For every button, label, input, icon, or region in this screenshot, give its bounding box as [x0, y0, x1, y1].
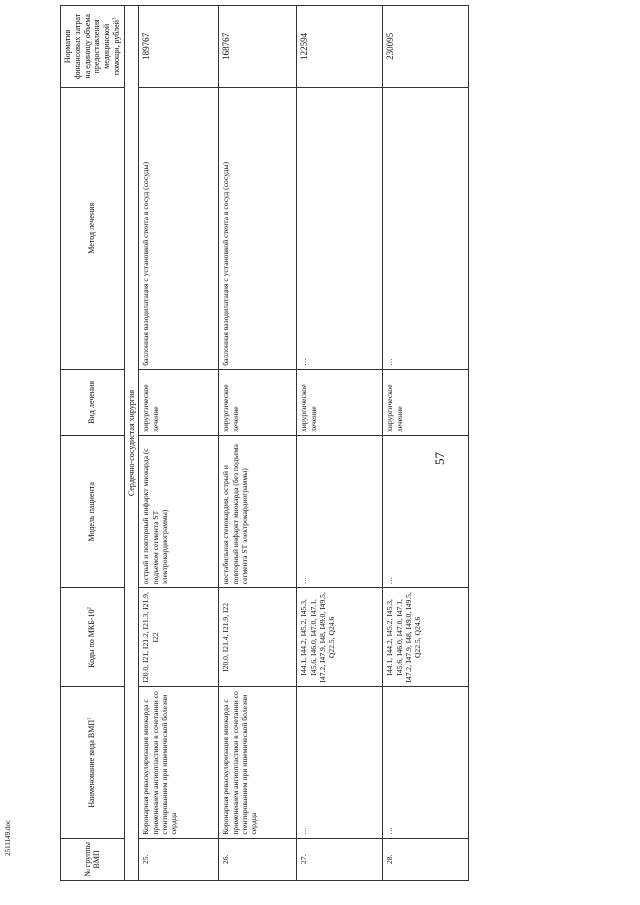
header-cost: [61, 6, 125, 88]
row-name: Коронарная реваскуляризация миокарда с применением ангиопластики в сочетании со стентированием при ишемической болезни сердца: [219, 687, 297, 838]
header-model-text: Модель пациента: [87, 482, 97, 542]
page-number: 57: [432, 452, 447, 465]
header-codes: [61, 588, 125, 687]
header-model: [61, 436, 125, 588]
table-row: [139, 6, 219, 881]
header-codes-footnote: 2: [87, 607, 93, 610]
header-method: [61, 87, 125, 369]
row-cost: 230095: [383, 6, 469, 88]
row-name: …: [383, 687, 469, 838]
row-cost: 122594: [297, 6, 383, 88]
row-kind: хирургическое лечение: [219, 369, 297, 435]
document-code: 2511149.doc: [4, 820, 12, 856]
row-model: …: [383, 436, 469, 588]
row-method: баллонная вазодилатация с установкой стента в сосуд (сосуды): [139, 87, 219, 369]
row-num: 26.: [219, 838, 297, 880]
row-codes: I44.1, I44.2, I45.2, I45.3, I45.6, I46.0, I47.0, I47.1, I47.2, I47.9, I48, I49.0, I49.5, Q22.5, Q24.6: [383, 588, 469, 687]
row-kind: хирургическое лечение: [383, 369, 469, 435]
row-num: 27.: [297, 838, 383, 880]
header-kind-text: Вид лечения: [87, 380, 97, 424]
section-row: [124, 6, 139, 881]
row-method: …: [297, 87, 383, 369]
row-num: 28.: [383, 838, 469, 880]
row-num: 25.: [139, 838, 219, 880]
row-cost: 168767: [219, 6, 297, 88]
row-model: …: [297, 436, 383, 588]
row-codes: I44.1, I44.2, I45.2, I45.3, I45.6, I46.0, I47.0, I47.1, I47.2, I47.9, I48, I49.0, I49.5, Q22.5, Q24.6: [297, 588, 383, 687]
header-num: [61, 838, 125, 880]
table-row: [383, 6, 469, 881]
row-kind: хирургическое лечение: [139, 369, 219, 435]
header-row: [61, 6, 125, 881]
row-model: острый и повторный инфаркт миокарда (с подъемом сегмента ST электрокардиограммы): [139, 436, 219, 588]
row-cost: 189767: [139, 6, 219, 88]
header-name-text: Наименование вида ВМП: [87, 719, 97, 808]
header-kind: [61, 369, 125, 435]
row-name: …: [297, 687, 383, 838]
table-row: [219, 6, 297, 881]
section-title: Сердечно-сосудистая хирургия: [124, 6, 139, 881]
row-model: нестабильная стенокардия, острый и повторный инфаркт миокарда (без подъема сегмента ST электрокардиограммы): [219, 436, 297, 588]
header-name: [61, 687, 125, 838]
header-codes-text: Коды по МКБ-10: [87, 609, 97, 668]
row-method: …: [383, 87, 469, 369]
row-codes: I20.0, I21.4, I21.9, I22: [219, 588, 297, 687]
row-method: баллонная вазодилатация с установкой стента в сосуд (сосуды): [219, 87, 297, 369]
header-method-text: Метод лечения: [87, 202, 97, 254]
vmp-table: [60, 5, 469, 881]
header-name-footnote: 1: [87, 717, 93, 720]
row-name: Коронарная реваскуляризация миокарда с применением ангиопластики в сочетании со стентированием при ишемической болезни сердца: [139, 687, 219, 838]
header-cost-text: Норматив финансовых затрат на единицу объема предоставления медицинской помощи, рублей: [63, 13, 121, 79]
header-num-text: № группы ВМП: [82, 841, 102, 877]
row-kind: хирургическое лечение: [297, 369, 383, 435]
row-codes: I20.0, I21, I21.2, I21.3, I21.9, I22: [139, 588, 219, 687]
table-row: [297, 6, 383, 881]
header-cost-footnote: 3: [112, 17, 118, 21]
